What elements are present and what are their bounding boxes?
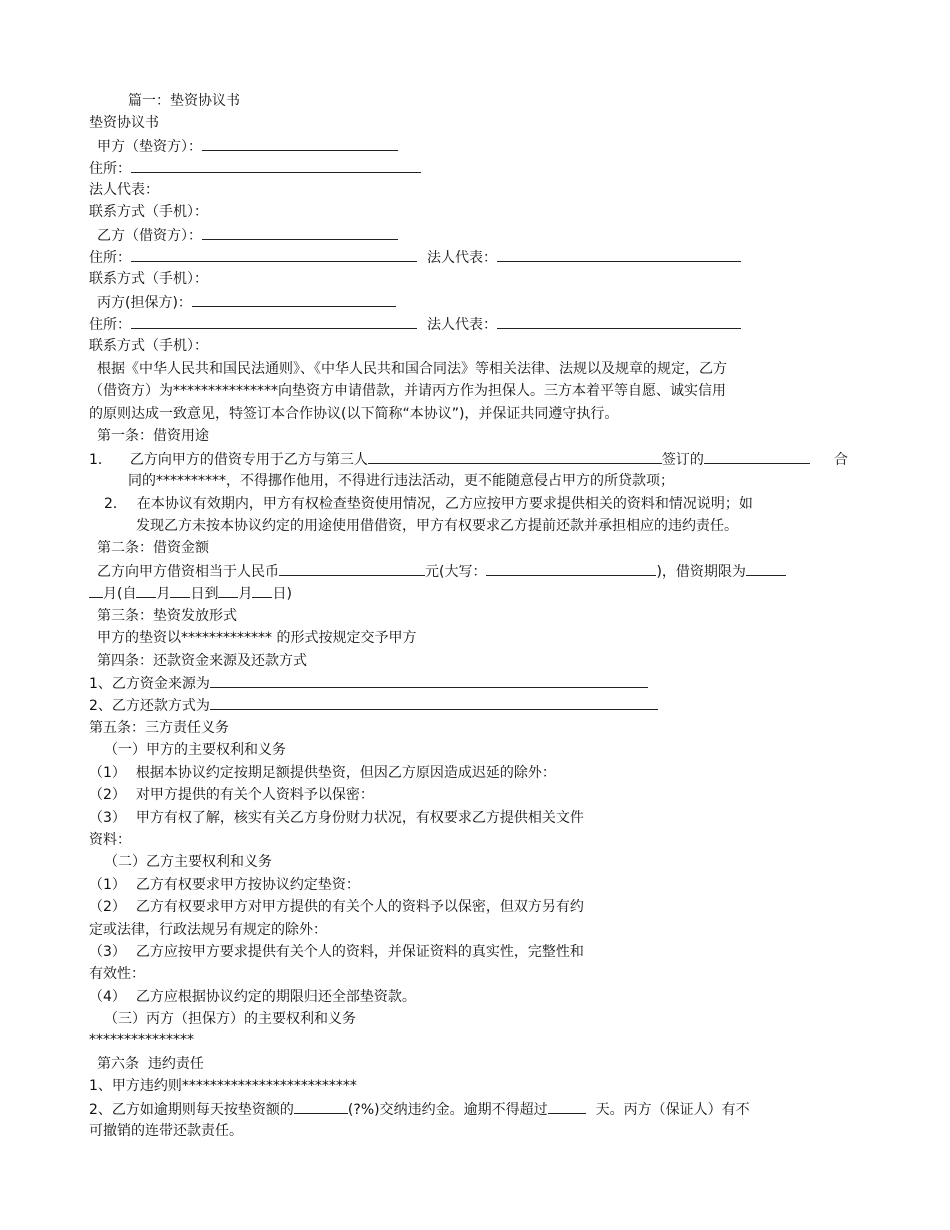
party-a-address-line: 住所： <box>89 158 421 178</box>
article-6-item-1: 1、甲方违约则************************* <box>89 1078 357 1094</box>
party-a-legal-rep: 法人代表： <box>89 182 159 198</box>
party-b-line: 乙方（借资方）： <box>97 225 398 245</box>
article-1-item-2: 2． 在本协议有效期内，甲方有权检查垫资使用情况，乙方应按甲方要求提供相关的资料和情况说明；如 <box>104 496 753 512</box>
party-a-duty-2: （2） 对甲方提供的有关个人资料予以保密： <box>89 787 374 803</box>
section-heading: 篇一：垫资协议书 <box>128 93 240 109</box>
amount-words-blank <box>486 561 656 576</box>
party-b-address-blank <box>131 247 417 262</box>
article-4-item-2: 2、乙方还款方式为 <box>89 695 658 715</box>
article-3-heading: 第三条：垫资发放形式 <box>97 608 237 624</box>
party-a-line: 甲方（垫资方）： <box>97 136 398 156</box>
party-c-address-blank <box>131 314 417 329</box>
party-b-duties-heading: （二）乙方主要权利和义务 <box>104 854 272 870</box>
overdue-days-blank <box>548 1099 586 1114</box>
party-b-duty-1: （1） 乙方有权要求甲方按协议约定垫资： <box>89 877 360 893</box>
preamble-line-2: （借资方）为***************向垫资方申请借款，并请丙方作为担保人。三方本着平等自愿、诚实信用 <box>89 383 726 399</box>
party-a-contact: 联系方式（手机）： <box>89 204 208 220</box>
article-2-period: 月(自 月 日到 月 日) <box>89 583 292 603</box>
article-3-body: 甲方的垫资以************* 的形式按规定交予甲方 <box>97 630 417 646</box>
article-6-item-2: 2、乙方如逾期则每天按垫资额的 (?%)交纳违约金。逾期不得超过 天。丙方（保证人）有不 <box>89 1099 750 1119</box>
party-c-contact: 联系方式（手机）： <box>89 338 208 354</box>
article-4-heading: 第四条：还款资金来源及还款方式 <box>97 653 307 669</box>
document-title: 垫资协议书 <box>89 115 159 131</box>
party-b-duty-2: （2） 乙方有权要求甲方对甲方提供的有关个人的资料予以保密，但双方另有约 <box>89 899 584 915</box>
fund-source-blank <box>210 673 648 688</box>
term-months-blank <box>746 561 786 576</box>
party-a-duty-3-cont: 资料： <box>89 832 131 848</box>
party-b-duty-3: （3） 乙方应按甲方要求提供有关个人的资料，并保证资料的真实性，完整性和 <box>89 944 584 960</box>
contract-name-blank <box>704 449 810 464</box>
party-a-duty-1: （1） 根据本协议约定按期足额提供垫资，但因乙方原因造成迟延的除外： <box>89 765 556 781</box>
party-b-address-line: 住所： 法人代表： <box>89 247 741 267</box>
preamble-line-1: 根据《中华人民共和国民法通则》、《中华人民共和国合同法》等相关法律、法规以及规章的规定，乙方 <box>97 361 727 377</box>
article-6-item-2-cont: 可撤销的连带还款责任。 <box>89 1123 243 1139</box>
article-1-item-1: 1． 乙方向甲方的借资专用于乙方与第三人 签订的 合 <box>89 449 848 469</box>
party-b-duty-3-cont: 有效性： <box>89 966 145 982</box>
party-c-duties-heading: （三）丙方（担保方）的主要权利和义务 <box>104 1011 356 1027</box>
party-b-duty-4: （4） 乙方应根据协议约定的期限归还全部垫资款。 <box>89 989 416 1005</box>
party-c-line: 丙方(担保方)： <box>97 292 396 312</box>
party-b-duty-2-cont: 定或法律，行政法规另有规定的除外： <box>89 922 327 938</box>
party-a-address-blank <box>131 158 421 173</box>
article-6-heading: 第六条 违约责任 <box>97 1056 204 1072</box>
party-c-legal-rep-blank <box>497 314 741 329</box>
third-party-blank <box>368 449 662 464</box>
article-1-item-1-cont: 同的**********，不得挪作他用，不得进行违法活动，更不能随意侵占甲方的所贷款项； <box>128 473 674 489</box>
party-a-duties-heading: （一）甲方的主要权利和义务 <box>104 742 286 758</box>
penalty-rate-blank <box>294 1099 348 1114</box>
party-c-address-line: 住所： 法人代表： <box>89 314 741 334</box>
party-b-blank <box>202 225 398 240</box>
article-5-heading: 第五条：三方责任义务 <box>89 720 229 736</box>
party-a-blank <box>202 136 398 151</box>
article-4-item-1: 1、乙方资金来源为 <box>89 673 648 693</box>
article-1-heading: 第一条：借资用途 <box>97 428 209 444</box>
repayment-method-blank <box>210 695 658 710</box>
article-1-item-2-cont: 发现乙方未按本协议约定的用途使用借借资，甲方有权要求乙方提前还款并承担相应的违约责任。 <box>136 518 738 534</box>
amount-rmb-blank <box>279 561 425 576</box>
article-2-heading: 第二条：借资金额 <box>97 540 209 556</box>
party-c-duties-placeholder: *************** <box>89 1032 194 1048</box>
party-a-duty-3: （3） 甲方有权了解，核实有关乙方身份财力状况，有权要求乙方提供相关文件 <box>89 810 584 826</box>
preamble-line-3: 的原则达成一致意见，特签订本合作协议(以下简称“本协议”)，并保证共同遵守执行。 <box>89 406 619 422</box>
article-2-amount: 乙方向甲方借资相当于人民币 元(大写： )，借资期限为 <box>97 561 786 581</box>
party-c-blank <box>192 292 396 307</box>
party-b-contact: 联系方式（手机）： <box>89 271 208 287</box>
party-b-legal-rep-blank <box>497 247 741 262</box>
